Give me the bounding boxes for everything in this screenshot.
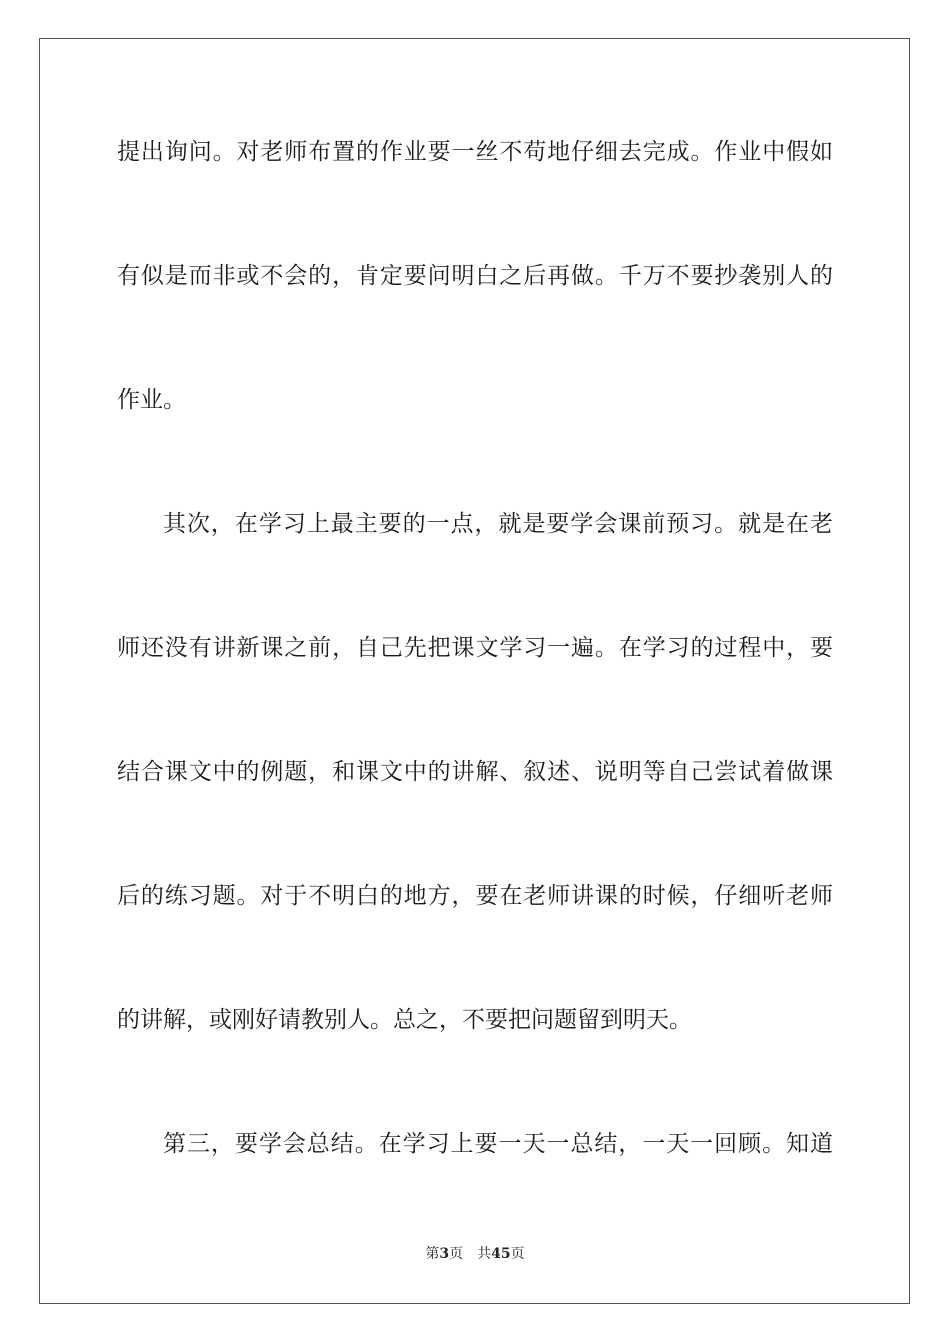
body-text-line-8: 的讲解，或刚好请教别人。总之，不要把问题留到明天。 bbox=[117, 1007, 692, 1033]
body-text-line-3: 作业。 bbox=[117, 387, 186, 413]
page-footer bbox=[0, 1245, 950, 1263]
body-text-line-1: 提出询问。对老师布置的作业要一丝不苟地仔细去完成。作业中假如 bbox=[117, 139, 833, 165]
footer-total-suffix: 页 bbox=[510, 1246, 525, 1262]
footer-page-suffix: 页 bbox=[449, 1246, 464, 1262]
footer-page-prefix: 第 bbox=[425, 1246, 440, 1262]
body-text-line-7: 后的练习题。对于不明白的地方，要在老师讲课的时候，仔细听老师 bbox=[117, 883, 833, 909]
body-text-line-4: 其次，在学习上最主要的一点，就是要学会课前预习。就是在老 bbox=[163, 511, 833, 537]
body-text-line-5: 师还没有讲新课之前，自己先把课文学习一遍。在学习的过程中，要 bbox=[117, 635, 833, 661]
footer-total-pages: 45 bbox=[491, 1246, 511, 1262]
body-text-line-6: 结合课文中的例题，和课文中的讲解、叙述、说明等自己尝试着做课 bbox=[117, 759, 833, 785]
footer-page-number: 3 bbox=[439, 1246, 450, 1262]
page-border bbox=[39, 38, 910, 1304]
footer-total-prefix: 共 bbox=[477, 1246, 492, 1262]
body-text-line-2: 有似是而非或不会的，肯定要问明白之后再做。千万不要抄袭别人的 bbox=[117, 263, 833, 289]
body-text-line-9: 第三，要学会总结。在学习上要一天一总结，一天一回顾。知道 bbox=[163, 1131, 833, 1157]
